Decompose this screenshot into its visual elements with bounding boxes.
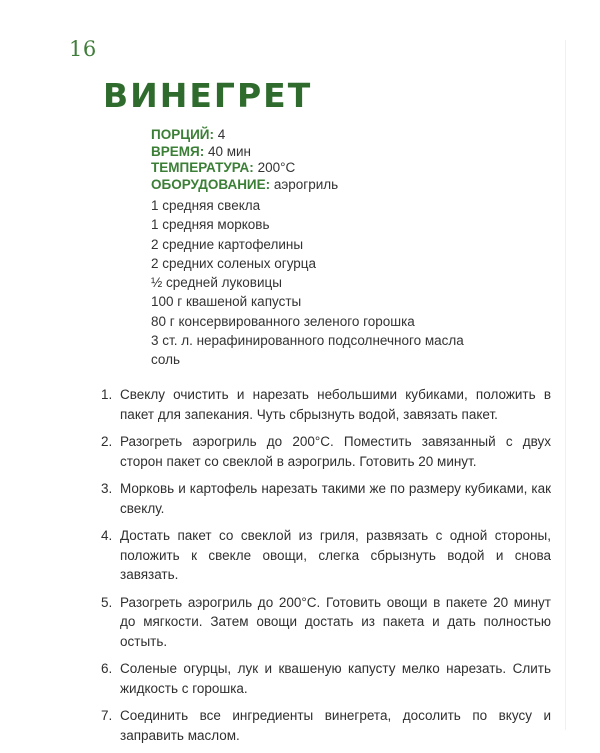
ingredient-item: 2 средних соленых огурца [151, 255, 317, 271]
meta-equipment [151, 177, 338, 194]
step-text: Соленые огурцы, лук и квашеную капусту мелко нарезать. Слить жидкость с горошка. [120, 661, 551, 696]
step-item [101, 479, 551, 518]
step-item [101, 593, 551, 652]
step-text: Достать пакет со свеклой из гриля, развязать с одной стороны, положить к свекле овощи, слегка сбрызнуть водой и снова завязать. [120, 528, 551, 582]
ingredient-item: 1 средняя свекла [151, 198, 261, 213]
meta-label: ТЕМПЕРАТУРА: [151, 160, 254, 175]
meta-value: 40 мин [204, 143, 251, 159]
steps-list [101, 385, 551, 753]
step-text: Соединить все ингредиенты винегрета, досолить по вкусу и заправить маслом. [120, 708, 551, 743]
meta-servings [151, 127, 338, 144]
ingredient-item: 3 ст. л. нерафинированного подсолнечного масла [151, 333, 464, 349]
page-number: 16 [69, 37, 97, 61]
step-text: Свеклу очистить и нарезать небольшими кубиками, положить в пакет для запекания. Чуть сбрызнуть водой, завязать пакет. [120, 387, 551, 422]
step-item [101, 432, 551, 471]
step-number: 4. [101, 528, 113, 543]
ingredient-item: соль [151, 352, 181, 368]
meta-time [151, 144, 338, 161]
ingredient-item: 100 г квашеной капусты [151, 294, 302, 310]
recipe-title: ВИНЕГРЕТ [103, 76, 313, 115]
meta-value: аэрогриль [270, 176, 339, 192]
meta-value: 4 [213, 127, 226, 142]
step-text: Морковь и картофель нарезать такими же по размеру кубиками, как свеклу. [120, 481, 551, 516]
ingredient-item: 1 средняя морковь [151, 217, 270, 233]
meta-value: 200°С [253, 160, 296, 175]
step-item [101, 659, 551, 698]
step-text: Разогреть аэрогриль до 200°С. Готовить овощи в пакете 20 минут до мягкости. Затем овощи достать из пакета и дать полностью остыть. [120, 594, 551, 649]
step-item [101, 385, 551, 424]
meta-label: ПОРЦИЙ: [151, 127, 214, 142]
ingredient-item: 80 г консервированного зеленого горошка [151, 313, 415, 329]
step-number: 1. [101, 387, 113, 402]
step-number: 5. [101, 594, 113, 610]
step-item [101, 706, 551, 745]
step-item [101, 526, 551, 585]
step-number: 6. [101, 661, 113, 676]
ingredients-list [151, 196, 464, 370]
meta-temperature [151, 160, 338, 177]
meta-label: ОБОРУДОВАНИЕ: [151, 176, 271, 192]
recipe-meta [151, 127, 338, 193]
step-number: 3. [101, 481, 113, 496]
meta-label: ВРЕМЯ: [151, 143, 205, 159]
step-text: Разогреть аэрогриль до 200°С. Поместить завязанный с двух сторон пакет со свеклой в аэрогриль. Готовить 20 минут. [120, 434, 551, 469]
page-edge-line [565, 40, 566, 730]
step-number: 2. [101, 434, 113, 449]
ingredient-item: 2 средние картофелины [151, 236, 304, 252]
step-number: 7. [101, 708, 113, 723]
ingredient-item: ½ средней луковицы [151, 275, 282, 291]
